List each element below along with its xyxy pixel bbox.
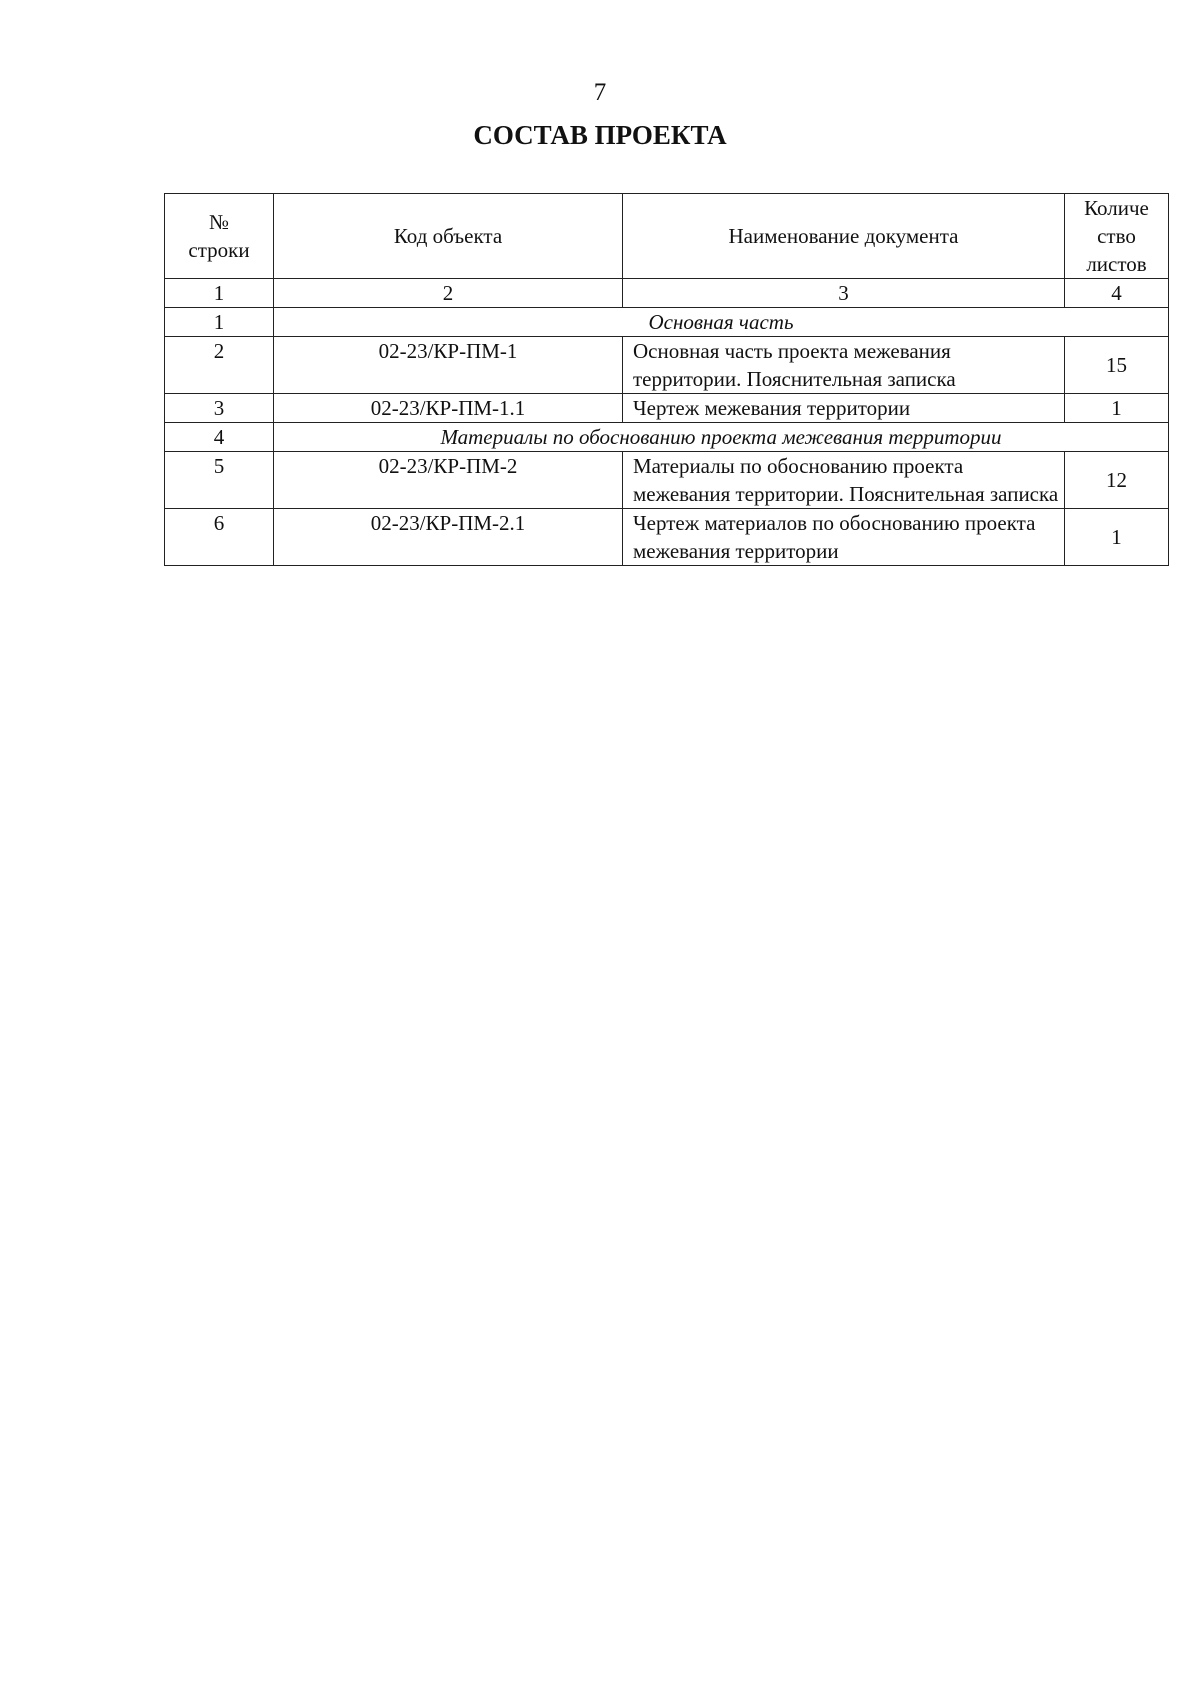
- table-header-row: [165, 194, 1169, 279]
- table-row-section: [165, 308, 1169, 337]
- row-number: 6: [165, 509, 274, 566]
- page-title: СОСТАВ ПРОЕКТА: [473, 120, 727, 150]
- table-row: [165, 394, 1169, 423]
- table-row: [165, 509, 1169, 566]
- row-number: 5: [165, 452, 274, 509]
- document-name: Чертеж материалов по обоснованию проекта межевания территории: [623, 509, 1065, 566]
- column-number: 1: [165, 279, 274, 308]
- header-object-code: Код объекта: [274, 194, 623, 279]
- sheet-count: 12: [1065, 452, 1169, 509]
- header-document-name: Наименование документа: [623, 194, 1065, 279]
- object-code: 02-23/КР-ПМ-1: [274, 337, 623, 394]
- object-code: 02-23/КР-ПМ-2: [274, 452, 623, 509]
- row-number: 4: [165, 423, 274, 452]
- sheet-count: 1: [1065, 394, 1169, 423]
- row-number: 2: [165, 337, 274, 394]
- section-title: Материалы по обоснованию проекта межевания территории: [274, 423, 1169, 452]
- sheet-count: 1: [1065, 509, 1169, 566]
- header-row-number-label: № строки: [188, 210, 250, 262]
- document-name: Основная часть проекта межевания территории. Пояснительная записка: [623, 337, 1065, 394]
- page-number: 7: [593, 79, 607, 106]
- document-name: Чертеж межевания территории: [623, 394, 1065, 423]
- table-row-section: [165, 423, 1169, 452]
- object-code: 02-23/КР-ПМ-1.1: [274, 394, 623, 423]
- object-code: 02-23/КР-ПМ-2.1: [274, 509, 623, 566]
- header-sheet-count: [1065, 194, 1169, 279]
- header-sheet-count-label: Количе ство листов: [1084, 196, 1149, 276]
- column-number: 4: [1065, 279, 1169, 308]
- header-row-number: [165, 194, 274, 279]
- column-number: 2: [274, 279, 623, 308]
- table-row: [165, 452, 1169, 509]
- column-number: 3: [623, 279, 1065, 308]
- sheet-count: 15: [1065, 337, 1169, 394]
- column-number-row: [165, 279, 1169, 308]
- project-composition-table: [164, 193, 1169, 566]
- section-title: Основная часть: [274, 308, 1169, 337]
- table-row: [165, 337, 1169, 394]
- row-number: 3: [165, 394, 274, 423]
- document-name: Материалы по обоснованию проекта межевания территории. Пояснительная записка: [623, 452, 1065, 509]
- row-number: 1: [165, 308, 274, 337]
